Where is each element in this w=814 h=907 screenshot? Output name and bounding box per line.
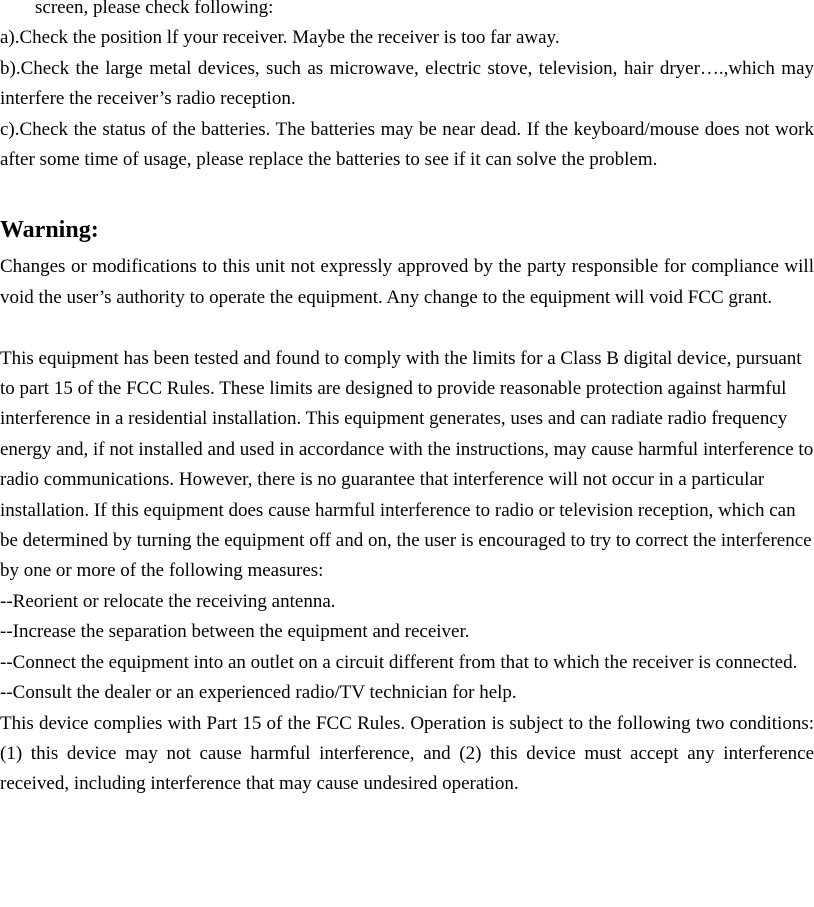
section-spacer — [0, 175, 814, 208]
part15-conditions-paragraph: This device complies with Part 15 of the FCC Rules. Operation is subject to the following two conditions: (1) this device may not cause harmful interference, and (2) this device must accept any interference received, including interference that may cause undesired operation. — [0, 712, 814, 795]
warning-heading: Warning: — [0, 217, 99, 244]
warning-heading-block — [0, 208, 814, 252]
measure-item: --Reorient or relocate the receiving antenna. — [0, 590, 336, 612]
intro-line: screen, please check following: — [35, 0, 274, 18]
check-item-a: a).Check the position lf your receiver. Maybe the receiver is too far away. — [0, 27, 560, 49]
warning-paragraph-modifications: Changes or modifications to this unit not expressly approved by the party responsible for compliance will void the user’s authority to operate the equipment. Any change to the equipment will void FCC grant. — [0, 256, 814, 308]
measure-item: --Connect the equipment into an outlet on a circuit different from that to which the receiver is connected. — [0, 651, 798, 673]
fcc-compliance-paragraph: This equipment has been tested and found to comply with the limits for a Class B digital device, pursuant to part 15 of the FCC Rules. These limits are designed to provide reasonable protection against harmful interference in a residential installation. This equipment generates, uses and can radiate radio frequency energy and, if not installed and used in accordance with the instructions, may cause harmful interference to radio communications. However, there is no guarantee that interference will not occur in a particular installation. If this equipment does cause harmful interference to radio or television reception, which can be determined by turning the equipment off and on, the user is encouraged to try to correct the interference by one or more of the following measures: — [0, 347, 814, 582]
measure-item: --Consult the dealer or an experienced radio/TV technician for help. — [0, 682, 517, 704]
check-item-b: b).Check the large metal devices, such as microwave, electric stove, television, hair dryer….,which may interfere the receiver’s radio reception. — [0, 57, 814, 110]
measure-item: --Increase the separation between the equipment and receiver. — [0, 621, 470, 643]
check-item-c: c).Check the status of the batteries. The batteries may be near dead. If the keyboard/mouse does not work after some time of usage, please replace the batteries to see if it can solve the problem. — [0, 118, 814, 171]
paragraph-spacer — [0, 313, 814, 343]
